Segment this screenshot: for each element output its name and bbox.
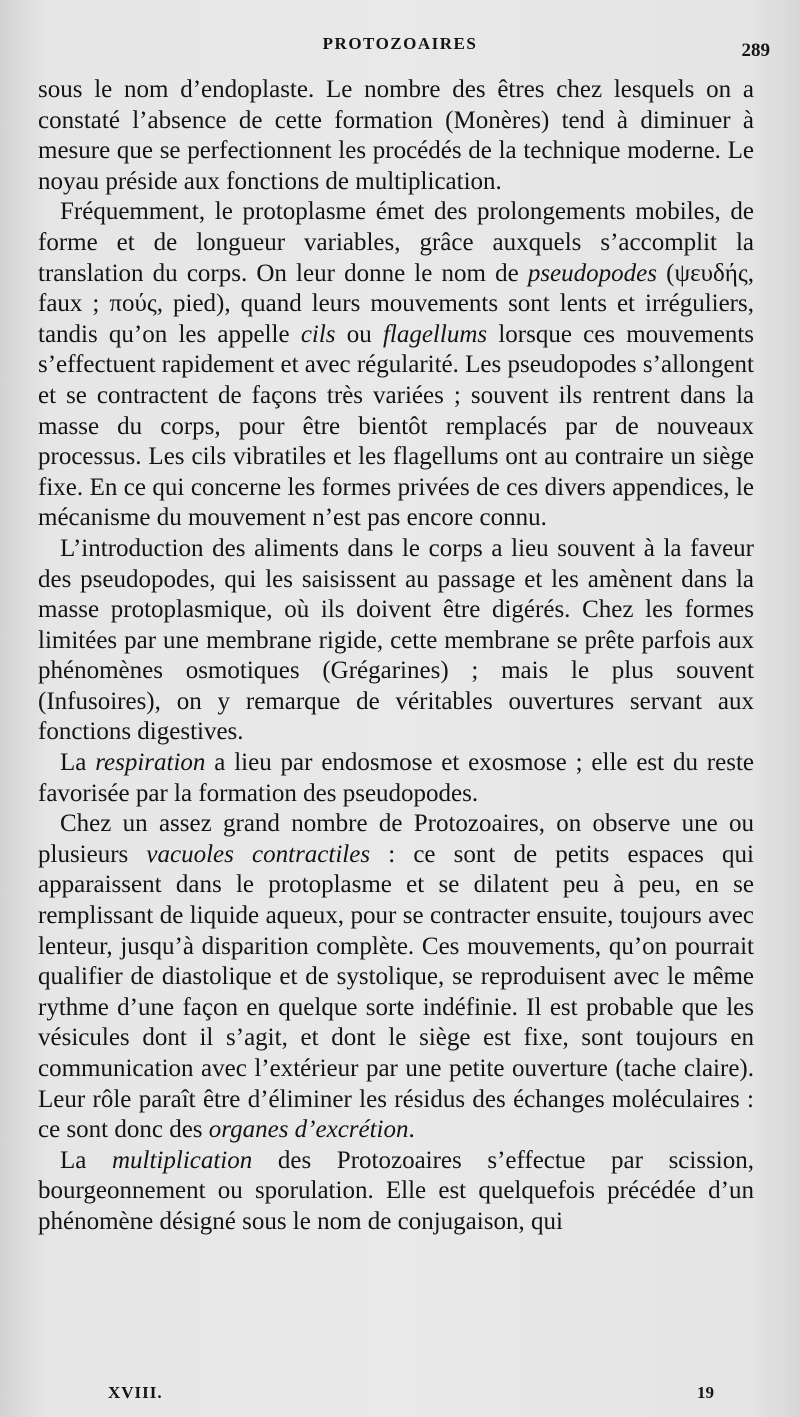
text-run: .: [408, 1116, 415, 1144]
paragraph-vacuoles: [38, 809, 754, 1146]
text-run: a lieu par endosmose et exosmose ; elle est du reste favorisée par la formation des pseudopodes.: [38, 749, 754, 807]
term-organes-excretion: organes d’excrétion: [208, 1116, 409, 1144]
text-run: des Protozoaires s’effectue par scission, bourgeonnement ou sporulation. Elle est quelquefois précédée d’un phénomène désigné sous le nom de conjugaison, qui: [38, 1146, 755, 1235]
page-number: 289: [741, 40, 770, 61]
page-footer: [0, 1383, 800, 1411]
text-run: ou: [335, 320, 383, 348]
paragraph-multiplication: [38, 1146, 754, 1238]
term-pseudopodes: pseudopodes: [527, 259, 657, 287]
text-run: lorsque ces mouvements s’effectuent rapidement et avec régularité. Les pseudopodes s’allongent et se contractent de façons très variées ; souvent ils rentrent dans la masse du corps, pour être bientôt remplacés par de nouveaux processus. Les cils vibratiles et les flagellums ont au contraire un siège fixe. En ce qui concerne les formes privées de ces divers appendices, le mécanisme du mouvement n’est pas encore connu.: [38, 320, 754, 532]
page-header: [0, 30, 800, 70]
term-multiplication: multiplication: [111, 1146, 253, 1174]
paragraph-nucleus: sous le nom d’endoplaste. Le nombre des êtres chez lesquels on a constaté l’absence de cette formation (Monères) tend à diminuer à mesure que se perfectionnent les procédés de la technique moderne. Le noyau préside aux fonctions de multiplication.: [38, 76, 754, 195]
body-text: [38, 75, 754, 1238]
text-run: (ψευδής, faux ; πούς, pied), quand leurs mouvements sont lents et irréguliers, tandis qu’on les appelle: [38, 259, 754, 348]
signature-number: 19: [697, 1383, 714, 1402]
text-run: : ce sont de petits espaces qui apparaissent dans le protoplasme et se dilatent peu à peu, en se remplissant de liquide aqueux, pour se contracter ensuite, toujours avec lenteur, jusqu’à disparition complète. Ces mouvements, qu’on pourrait qualifier de diastolique et de systolique, se reproduisent avec le même rythme d’une façon en quelque sorte indéfinie. Il est probable que les vésicules dont il s’agit, et dont le siège est fixe, sont toujours en communication avec l’extérieur par une petite ouverture (tache claire). Leur rôle paraît être d’éliminer les résidus des échanges moléculaires : ce sont donc des: [38, 840, 754, 1144]
paragraph-respiration: [38, 748, 754, 809]
signature-mark: XVIII.: [108, 1383, 163, 1402]
text-run: La: [60, 1146, 112, 1174]
running-title: PROTOZOAIRES: [322, 34, 478, 53]
paragraph-locomotion: [38, 197, 754, 534]
term-cils: cils: [300, 320, 336, 348]
term-respiration: respiration: [95, 749, 206, 777]
paragraph-nutrition: L’introduction des aliments dans le corps a lieu souvent à la faveur des pseudopodes, qui les saisissent au passage et les amènent dans la masse protoplasmique, où ils doivent être digérés. Chez les formes limitées par une membrane rigide, cette membrane se prête parfois aux phénomènes osmotiques (Grégarines) ; mais le plus souvent (Infusoires), on y remarque de véritables ouvertures servant aux fonctions digestives.: [38, 534, 754, 746]
term-vacuoles-contractiles: vacuoles contractiles: [146, 840, 371, 868]
term-flagellums: flagellums: [382, 320, 488, 348]
text-run: Fréquemment, le protoplasme émet des prolongements mobiles, de forme et de longueur variables, grâce auxquels s’accomplit la translation du corps. On leur donne le nom de: [38, 198, 754, 287]
text-run: La: [60, 749, 96, 777]
text-run: Chez un assez grand nombre de Protozoaires, on observe une ou plusieurs: [38, 810, 754, 868]
